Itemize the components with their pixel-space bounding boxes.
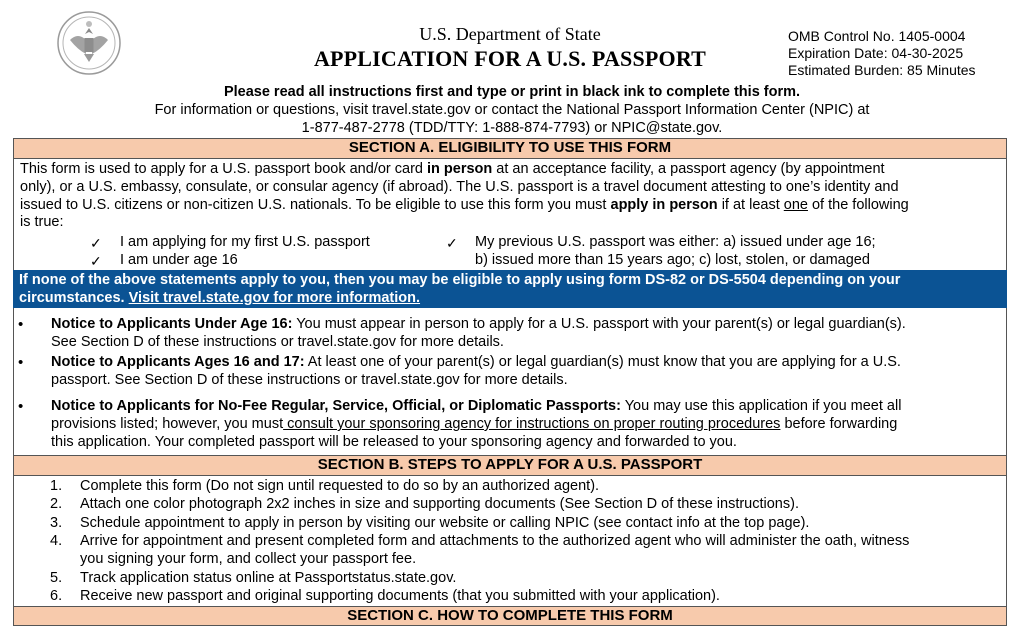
step-number: 6. bbox=[50, 588, 63, 604]
notice-16-17-line-2: passport. See Section D of these instructions or travel.state.gov for more details. bbox=[51, 372, 568, 388]
alternate-forms-banner bbox=[13, 270, 1007, 308]
step-5: Track application status online at Passportstatus.state.gov. bbox=[80, 570, 457, 586]
step-1: Complete this form (Do not sign until requested to do so by an authorized agent). bbox=[80, 478, 600, 494]
omb-info bbox=[788, 28, 976, 79]
step-number: 1. bbox=[50, 478, 63, 494]
check-mark-icon: ✓ bbox=[90, 235, 102, 251]
notice-no-fee-line-1: Notice to Applicants for No-Fee Regular, Service, Official, or Diplomatic Passports: You may use this application if you meet all bbox=[51, 398, 902, 414]
section-a-header: SECTION A. ELIGIBILITY TO USE THIS FORM bbox=[13, 138, 1007, 159]
section-a-paragraph-line-3: issued to U.S. citizens or non-citizen U.S. nationals. To be eligible to use this form you must apply in person if at least one of the following bbox=[20, 197, 909, 213]
step-6: Receive new passport and original supporting documents (that you submitted with your application). bbox=[80, 588, 720, 604]
notice-no-fee-line-2: provisions listed; however, you must consult your sponsoring agency for instructions on proper routing procedures before forwarding bbox=[51, 416, 898, 432]
step-number: 4. bbox=[50, 533, 63, 549]
step-number: 2. bbox=[50, 496, 63, 512]
department-of-state-seal-icon bbox=[56, 10, 122, 76]
check-mark-icon: ✓ bbox=[446, 235, 458, 251]
form-title: APPLICATION FOR A U.S. PASSPORT bbox=[313, 46, 707, 71]
step-4-line-1: Arrive for appointment and present completed form and attachments to the authorized agent who will administer the oath, witness bbox=[80, 533, 910, 549]
expiration-date: Expiration Date: 04-30-2025 bbox=[788, 45, 964, 61]
section-a-paragraph-line-1: This form is used to apply for a U.S. passport book and/or card in person at an acceptance facility, a passport agency (by appointment bbox=[20, 161, 885, 177]
bullet-icon: • bbox=[18, 316, 24, 333]
step-2: Attach one color photograph 2x2 inches in size and supporting documents (See Section D of these instructions). bbox=[80, 496, 799, 512]
info-line-1: For information or questions, visit travel.state.gov or contact the National Passport Information Center (NPIC) at bbox=[154, 102, 870, 118]
estimated-burden: Estimated Burden: 85 Minutes bbox=[788, 62, 976, 78]
notice-under-16-line-2: See Section D of these instructions or travel.state.gov for more details. bbox=[51, 334, 504, 350]
bullet-icon: • bbox=[18, 398, 24, 415]
travel-state-gov-link[interactable]: Visit travel.state.gov for more information. bbox=[128, 290, 421, 306]
step-4-line-2: you signing your form, and collect your passport fee. bbox=[80, 551, 417, 567]
notice-under-16-line-1: Notice to Applicants Under Age 16: You must appear in person to apply for a U.S. passport with your parent(s) or legal guardian(s). bbox=[51, 316, 906, 332]
omb-control-number: OMB Control No. 1405-0004 bbox=[788, 28, 966, 44]
banner-line-2: circumstances. Visit travel.state.gov for more information. bbox=[19, 290, 421, 306]
check-mark-icon: ✓ bbox=[90, 253, 102, 269]
section-a-paragraph-line-2: only), or a U.S. embassy, consulate, or consular agency (if abroad). The U.S. passport is a travel document attesting to one’s identity and bbox=[20, 179, 899, 195]
notice-16-17-line-1: Notice to Applicants Ages 16 and 17: At least one of your parent(s) or legal guardian(s) must know that you are applying for a U.S. bbox=[51, 354, 901, 370]
step-number: 3. bbox=[50, 515, 63, 531]
section-c-header: SECTION C. HOW TO COMPLETE THIS FORM bbox=[13, 606, 1007, 626]
banner-line-1: If none of the above statements apply to you, then you may be eligible to apply using form DS-82 or DS-5504 depending on your bbox=[19, 272, 901, 288]
main-instruction: Please read all instructions first and type or print in black ink to complete this form. bbox=[223, 84, 801, 100]
bullet-icon: • bbox=[18, 354, 24, 371]
department-name: U.S. Department of State bbox=[419, 24, 601, 44]
notice-no-fee-line-3: this application. Your completed passport will be released to your sponsoring agency and forwarded to you. bbox=[51, 434, 737, 450]
eligibility-check-3-line-1: My previous U.S. passport was either: a) issued under age 16; bbox=[475, 234, 876, 250]
eligibility-check-3-line-2: b) issued more than 15 years ago; c) lost, stolen, or damaged bbox=[475, 252, 870, 268]
step-3: Schedule appointment to apply in person by visiting our website or calling NPIC (see contact info at the top page). bbox=[80, 515, 810, 531]
section-a-paragraph-line-4: is true: bbox=[20, 214, 64, 230]
step-number: 5. bbox=[50, 570, 63, 586]
eligibility-check-1: I am applying for my first U.S. passport bbox=[120, 234, 370, 250]
section-b-header: SECTION B. STEPS TO APPLY FOR A U.S. PASSPORT bbox=[13, 455, 1007, 476]
eligibility-check-2: I am under age 16 bbox=[120, 252, 238, 268]
info-line-2: 1-877-487-2778 (TDD/TTY: 1-888-874-7793) or NPIC@state.gov. bbox=[301, 120, 723, 136]
